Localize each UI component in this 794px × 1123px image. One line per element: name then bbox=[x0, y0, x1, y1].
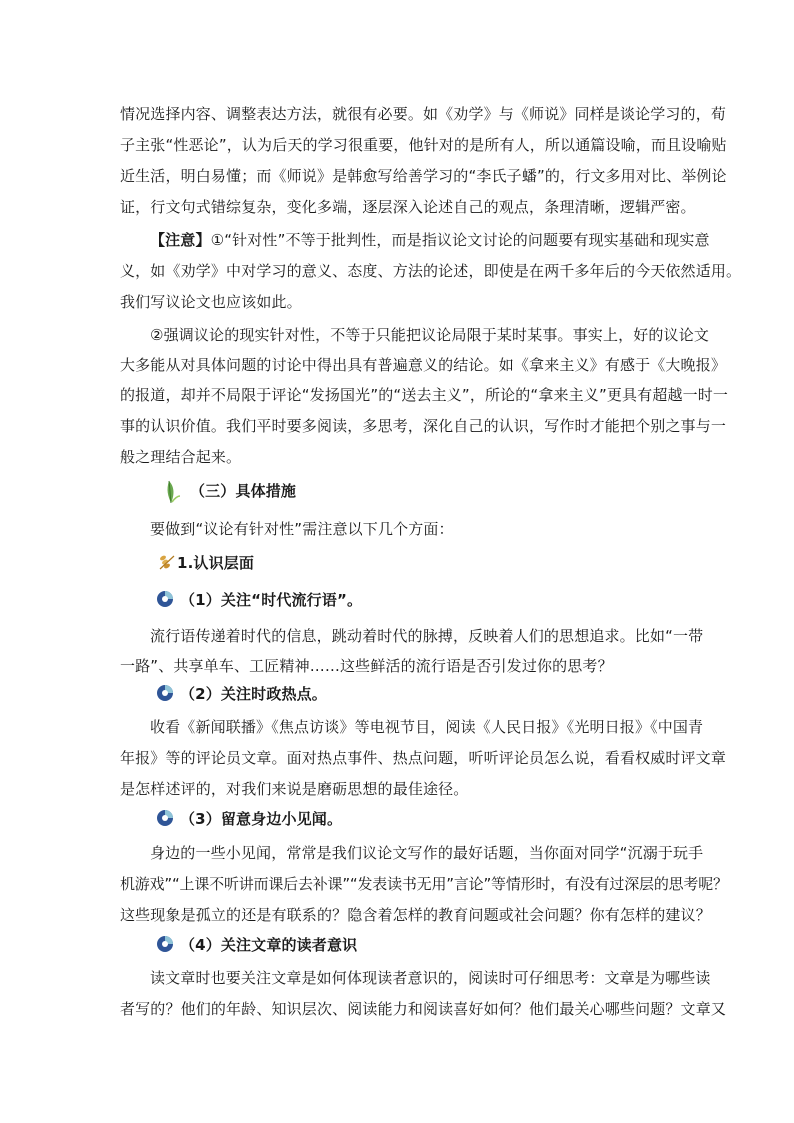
body-text-line: 近生活，明白易懂；而《师说》是韩愈写给善学习的“李氏子蟠”的，行文多用对比、举例论 bbox=[120, 167, 727, 185]
body-text-line: 一路”、共享单车、工匠精神……这些鲜活的流行语是否引发过你的思考？ bbox=[120, 657, 613, 675]
body-text-line: 我们写议论文也应该如此。 bbox=[120, 293, 302, 311]
body-text-line: 的报道，却并不局限于评论“发扬国光”的“送去主义”，所论的“拿来主义”更具有超越一时一 bbox=[120, 386, 729, 404]
body-text-line: ②强调议论的现实针对性，不等于只能把议论局限于某时某事。事实上，好的议论文 bbox=[150, 326, 710, 344]
note-text: ①“针对性”不等于批判性，而是指议论文讨论的问题要有现实基础和现实意 bbox=[210, 231, 710, 249]
leaf-icon bbox=[160, 478, 182, 504]
body-text-line: 证，行文句式错综复杂，变化多端，逐层深入论述自己的观点，条理清晰，逻辑严密。 bbox=[120, 198, 696, 216]
pie-chart-icon bbox=[156, 809, 174, 827]
body-text-line: 子主张“性恶论”，认为后天的学习很重要，他针对的是所有人，所以通篇设喻，而且设喻贴 bbox=[120, 136, 727, 154]
item-heading: （1）关注“时代流行语”。 bbox=[180, 591, 363, 609]
pie-chart-icon bbox=[156, 590, 174, 608]
pie-chart-icon bbox=[156, 935, 174, 953]
wheat-icon bbox=[157, 553, 177, 571]
note-paragraph-first-line bbox=[150, 230, 710, 250]
body-text-line: 流行语传递着时代的信息，跳动着时代的脉搏，反映着人们的思想追求。比如“一带 bbox=[150, 627, 704, 645]
body-text-line: 者写的？他们的年龄、知识层次、阅读能力和阅读喜好如何？他们最关心哪些问题？文章又 bbox=[120, 1000, 727, 1018]
section-intro: 要做到“议论有针对性”需注意以下几个方面： bbox=[150, 520, 454, 538]
body-text-line: 义，如《劝学》中对学习的意义、态度、方法的论述，即使是在两千多年后的今天依然适用。 bbox=[120, 262, 742, 280]
body-text-line: 是怎样述评的，对我们来说是磨砺思想的最佳途径。 bbox=[120, 780, 469, 798]
body-text-line: 般之理结合起来。 bbox=[120, 448, 242, 466]
item-heading: （2）关注时政热点。 bbox=[180, 685, 327, 703]
body-text-line: 年报》等的评论员文章。面对热点事件、热点问题，听听评论员怎么说，看看权威时评文章 bbox=[120, 749, 727, 767]
body-text-line: 身边的一些小见闻，常常是我们议论文写作的最好话题，当你面对同学“沉溺于玩手 bbox=[150, 844, 704, 862]
item-heading: （3）留意身边小见闻。 bbox=[180, 810, 343, 828]
item-heading: （4）关注文章的读者意识 bbox=[180, 936, 358, 954]
body-text-line: 大多能从对具体问题的讨论中得出具有普遍意义的结论。如《拿来主义》有感于《大晚报》 bbox=[120, 356, 727, 374]
body-text-line: 机游戏”“上课不听讲而课后去补课”“发表读书无用”言论”等情形时，有没有过深层的思考呢？ bbox=[120, 875, 728, 893]
subsection-heading: 1.认识层面 bbox=[177, 554, 255, 572]
pie-chart-icon bbox=[156, 684, 174, 702]
body-text-line: 读文章时也要关注文章是如何体现读者意识的，阅读时可仔细思考：文章是为哪些读 bbox=[150, 969, 711, 987]
body-text-line: 这些现象是孤立的还是有联系的？隐含着怎样的教育问题或社会问题？你有怎样的建议？ bbox=[120, 906, 711, 924]
body-text-line: 收看《新闻联播》《焦点访谈》等电视节目，阅读《人民日报》《光明日报》《中国青 bbox=[150, 718, 704, 736]
note-label: 【注意】 bbox=[150, 231, 211, 249]
body-text-line: 事的认识价值。我们平时要多阅读，多思考，深化自己的认识，写作时才能把个别之事与一 bbox=[120, 417, 727, 435]
section-heading: （三）具体措施 bbox=[190, 482, 297, 500]
body-text-line: 情况选择内容、调整表达方法，就很有必要。如《劝学》与《师说》同样是谈论学习的，荀 bbox=[120, 105, 727, 123]
